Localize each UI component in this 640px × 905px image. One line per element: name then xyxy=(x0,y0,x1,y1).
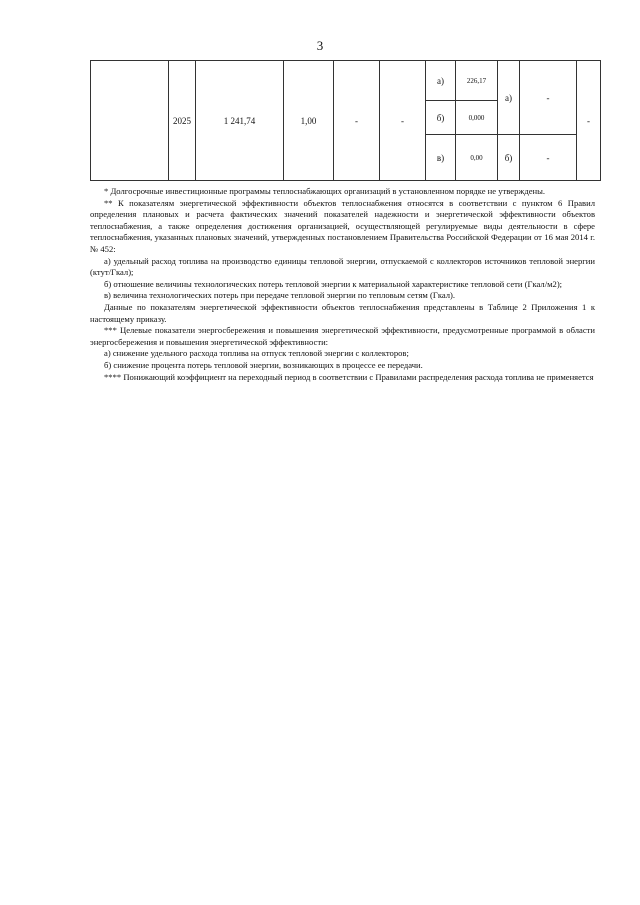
footnote-paragraph: а) снижение удельного расхода топлива на отпуск тепловой энергии с коллекторов; xyxy=(104,348,409,359)
row-letter: в) xyxy=(426,135,456,181)
footnote-paragraph: ** К показателям энергетической эффективности объектов теплоснабжения относятся в соответствии с пунктом 6 Правил определения плановых и расчета фактических значений показателей надежности и энергетической эффективности объектов теплоснабжения, а также определения достижения организацией, осуществляющей регулируемые виды деятельности в сфере теплоснабжения, указанных плановых значений, утвержденных постановлением Правительства Российской Федерации от 16 мая 2014 г. № 452: xyxy=(90,197,595,254)
footnote-paragraph: * Долгосрочные инвестиционные программы теплоснабжающих организаций в установленном порядке не утверждены. xyxy=(104,186,546,196)
blank-cell xyxy=(91,61,169,181)
page-number: 3 xyxy=(316,38,324,53)
footnote-paragraph: Данные по показателям энергетической эффективности объектов теплоснабжения представлены в Таблице 2 Приложения 1 к настоящему приказу. xyxy=(90,301,595,324)
row-value: 226,17 xyxy=(456,61,498,101)
footnote-paragraph: б) отношение величины технологических потерь тепловой энергии к материальной характеристике тепловой сети (Гкал/м2); xyxy=(104,278,563,289)
last-cell: - xyxy=(577,61,601,181)
value2-cell: 1,00 xyxy=(284,61,334,181)
footnotes xyxy=(90,186,595,383)
footnote-paragraph: а) удельный расход топлива на производство единицы тепловой энергии, отпускаемой с коллекторов источников тепловой энергии (ктут/Гкал); xyxy=(90,255,595,278)
row-letter: а) xyxy=(426,61,456,101)
value1-cell: 1 241,74 xyxy=(196,61,284,181)
dash-cell: - xyxy=(334,61,380,181)
group-letter: б) xyxy=(498,135,520,181)
footnote-paragraph: *** Целевые показатели энергосбережения и повышения энергетической эффективности, предусмотренные программой в области энергосбережения и повышения энергетической эффективности: xyxy=(90,325,595,347)
indicator-table xyxy=(90,60,601,181)
footnote-paragraph: б) снижение процента потерь тепловой энергии, возникающих в процессе ее передачи. xyxy=(104,359,423,370)
row-letter: б) xyxy=(426,101,456,135)
group-value: - xyxy=(520,135,577,181)
group-letter: а) xyxy=(498,61,520,135)
footnote-paragraph: в) величина технологических потерь при передаче тепловой энергии по тепловым сетям (Гкал). xyxy=(104,290,456,301)
year-cell: 2025 xyxy=(169,61,196,181)
row-value: 0,00 xyxy=(456,135,498,181)
group-value: - xyxy=(520,61,577,135)
row-value: 0,000 xyxy=(456,101,498,135)
footnote-paragraph: **** Понижающий коэффициент на переходный период в соответствии с Правилами распределения расхода топлива не применяется xyxy=(104,371,594,382)
dash-cell: - xyxy=(380,61,426,181)
